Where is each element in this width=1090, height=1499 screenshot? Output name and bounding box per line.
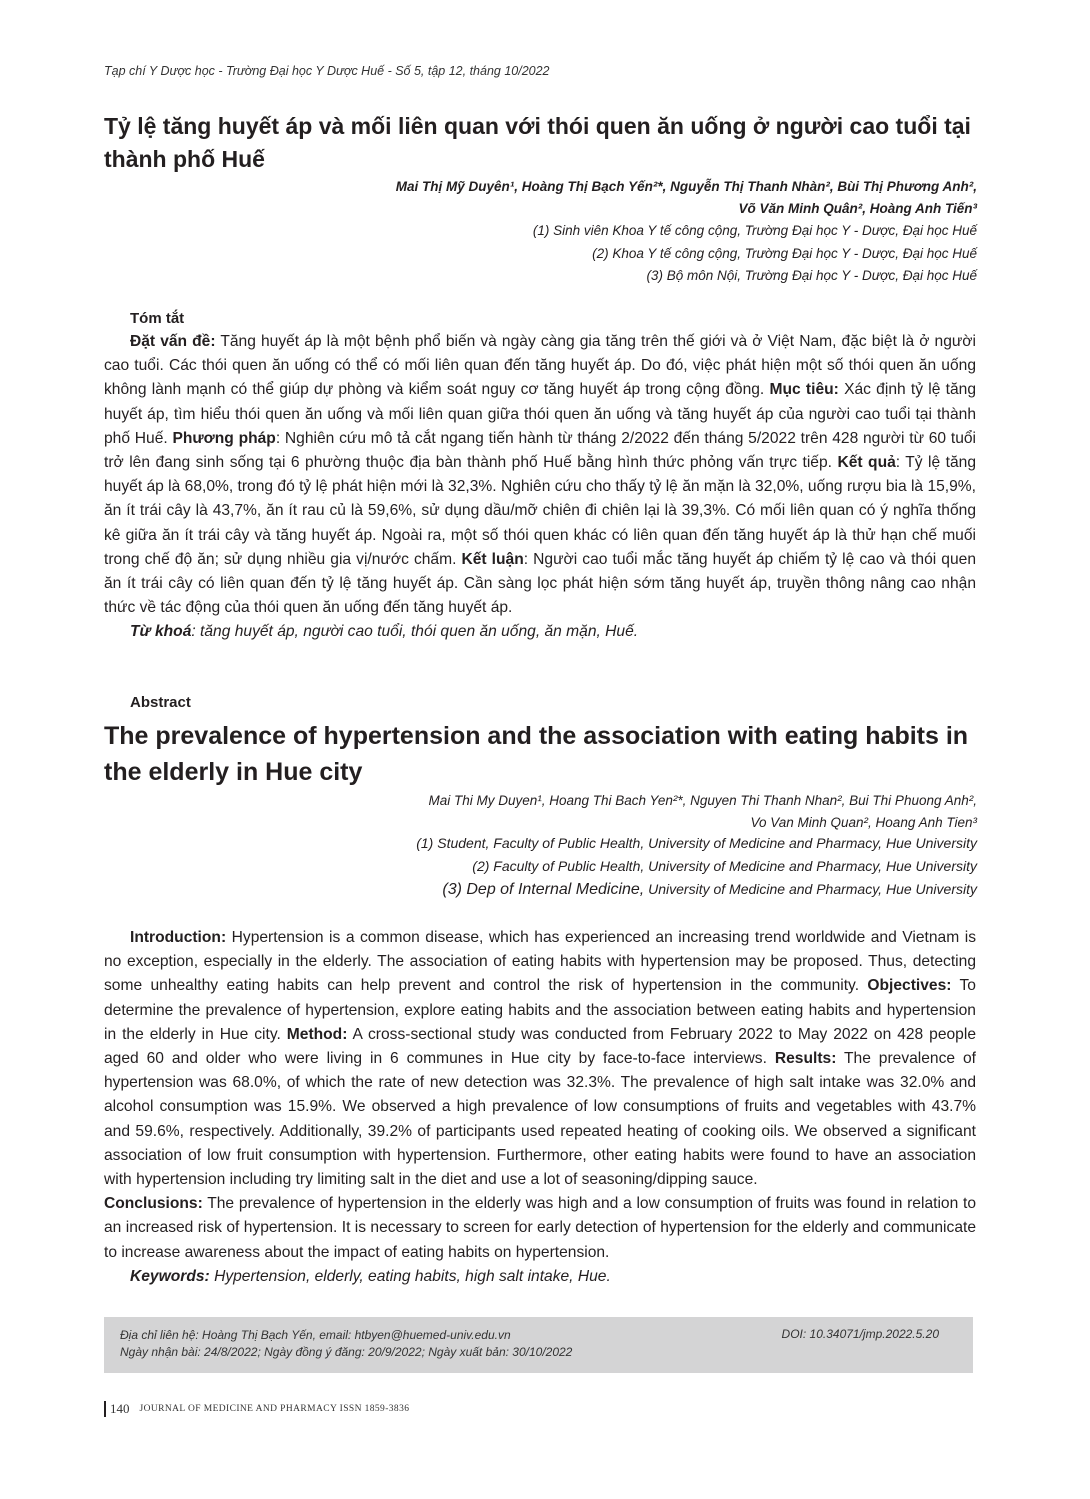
text-method: : Nghiên cứu mô tả cắt ngang tiến hành từ tháng 2/2022 đến tháng 5/2022 trên 428 người từ 60 tuổi trở lên đang sinh sống tại 6 phường thuộc địa bàn thành phố Huế bằng hình thức phỏng vấn trực tiếp. (104, 429, 976, 472)
footer-rule (104, 1401, 106, 1417)
text-conclusion: : Người cao tuổi mắc tăng huyết áp chiếm tỷ lệ cao và thói quen ăn ít trái cây có liên quan đến tỷ lệ tăng huyết áp. Cần sàng lọc phát hiện sớm tăng huyết áp, truyền thông nâng cao nhận thức về tác động của thói quen ăn uống đến tăng huyết áp. (104, 550, 976, 617)
affiliation: (1) Student, Faculty of Public Health, University of Medicine and Pharmacy, Hue University (416, 835, 977, 851)
contact-info (120, 1327, 572, 1361)
affiliation: (2) Khoa Y tế công cộng, Trường Đại học Y - Dược, Đại học Huế (592, 245, 977, 261)
english-authors (428, 790, 977, 834)
label-keywords: Từ khoá (130, 623, 192, 641)
page-footer (104, 1401, 409, 1417)
label-method: Method: (286, 1025, 348, 1043)
text-keywords: : tăng huyết áp, người cao tuổi, thói quen ăn uống, ăn mặn, Huế. (191, 623, 639, 641)
authors-line: Vo Van Minh Quan², Hoang Anh Tien³ (750, 815, 977, 830)
journal-header: Tạp chí Y Dược học - Trường Đại học Y Dược Huế - Số 5, tập 12, tháng 10/2022 (104, 64, 550, 78)
text-keywords: Hypertension, elderly, eating habits, high salt intake, Hue. (209, 1267, 611, 1285)
affiliation: (2) Faculty of Public Health, University of Medicine and Pharmacy, Hue University (472, 858, 977, 874)
text-objectives: Xác định tỷ lệ tăng huyết áp, tìm hiểu thói quen ăn uống và mối liên quan giữa thói quen ăn uống và tăng huyết áp của người cao tuổi tại thành phố Huế. (104, 381, 976, 447)
footer-journal-name: JOURNAL OF MEDICINE AND PHARMACY ISSN 1859-3836 (139, 1404, 410, 1414)
label-keywords: Keywords: (130, 1267, 210, 1285)
vietnamese-abstract (104, 330, 976, 645)
label-introduction: Introduction: (130, 929, 227, 946)
authors-line: Võ Văn Minh Quân², Hoàng Anh Tiến³ (738, 201, 977, 216)
text-method: A cross-sectional study was conducted from February 2022 to May 2022 on 428 people aged 60 and older who were living in 6 communes in Hue city by face-to-face interviews. (104, 1025, 976, 1068)
affiliation: (3) Bộ môn Nội, Trường Đại học Y - Dược, Đại học Huế (646, 268, 977, 283)
text-background: Tăng huyết áp là một bệnh phổ biến và ngày càng gia tăng trên thế giới và ở Việt Nam, đặc biệt là ở người cao tuổi. Các thói quen ăn uống có thể có mối liên quan đến tăng huyết áp. Do đó, việc phát hiện một số thói quen ăn uống không lành mạnh có thể giúp dự phòng và kiểm soát nguy cơ tăng huyết áp trong cộng đồng. (104, 333, 976, 399)
contact-line: Địa chỉ liên hệ: Hoàng Thị Bạch Yến, email: htbyen@huemed-univ.edu.vn (120, 1328, 511, 1342)
vietnamese-affiliations (533, 220, 977, 288)
text-conclusions: The prevalence of hypertension in the elderly was high and a low consumption of fruits was found in relation to an increased risk of hypertension. It is necessary to screen for early detection of hypertension for the elderly and communicate to increase awareness about the impact of eating habits on hypertension. (104, 1195, 976, 1261)
authors-line: Mai Thị Mỹ Duyên¹, Hoàng Thị Bạch Yến²*, Nguyễn Thị Thanh Nhàn², Bùi Thị Phương Anh², (395, 179, 977, 194)
english-affiliations (416, 832, 977, 901)
label-results: Kết quả (837, 454, 896, 472)
label-objectives: Objectives: (867, 977, 952, 995)
authors-line: Mai Thi My Duyen¹, Hoang Thi Bach Yen²*, Nguyen Thi Thanh Nhan², Bui Thi Phuong Anh², (428, 793, 977, 808)
affiliation-part: University of Medicine and Pharmacy, Hue University (644, 881, 977, 897)
contact-box (104, 1317, 973, 1373)
summary-heading: Tóm tắt (130, 310, 185, 327)
vietnamese-authors (396, 176, 977, 220)
text-results: The prevalence of hypertension was 68.0%, of which the rate of new detection was 32.3%. The prevalence of high salt intake was 32.0% and alcohol consumption was 15.9%. We observed a high prevalence of low consumptions of fruits and vegetables with 43.7% and 59.6%, respectively. Additionally, 39.2% of participants used repeated heating of cooking oils. We observed a significant association of low fruit consumption with hypertension. Furthermore, other eating habits were found to have an association with hypertension including try limiting salt in the diet and use a lot of seasoning/dipping sauce. (104, 1050, 976, 1189)
english-title: The prevalence of hypertension and the association with eating habits in the elderly in Hue city (104, 722, 969, 786)
label-results: Results: (774, 1050, 837, 1068)
affiliation-part: (3) Dep of Internal Medicine, (442, 881, 645, 898)
label-objectives: Mục tiêu: (769, 381, 839, 399)
affiliation: (1) Sinh viên Khoa Y tế công cộng, Trường Đại học Y - Dược, Đại học Huế (532, 223, 977, 238)
affiliation (416, 878, 977, 901)
text-objectives: To determine the prevalence of hypertension, explore eating habits and the association between eating habits and hypertension in the elderly in Hue city. (104, 977, 976, 1043)
abstract-heading: Abstract (130, 694, 191, 711)
english-abstract (104, 926, 976, 1289)
page-number: 140 (110, 1401, 130, 1416)
doi: DOI: 10.34071/jmp.2022.5.20 (781, 1327, 939, 1341)
dates-line: Ngày nhận bài: 24/8/2022; Ngày đồng ý đăng: 20/9/2022; Ngày xuất bản: 30/10/2022 (120, 1345, 573, 1359)
text-results: : Tỷ lệ tăng huyết áp là 68,0%, trong đó tỷ lệ phát hiện mới là 32,3%. Nghiên cứu cho thấy tỷ lệ ăn mặn là 32,0%, uống rượu bia là 15,9%, ăn ít trái cây là 43,7%, ăn ít rau củ là 59,6%, sử dụng dầu/mỡ chiên đi chiên lại là 39,3%. Có mối liên quan có ý nghĩa thống kê giữa ăn ít trái cây và tăng huyết áp. Ngoài ra, một số thói quen khác có liên quan đến tăng huyết áp là thử hạn chế muối trong chế độ ăn; sử dụng nhiều gia vị/nước chấm. (104, 454, 977, 568)
label-conclusion: Kết luận (461, 550, 524, 568)
vietnamese-title: Tỷ lệ tăng huyết áp và mối liên quan với thói quen ăn uống ở người cao tuổi tại thành phố Huế (104, 113, 971, 172)
label-method: Phương pháp (172, 429, 276, 447)
label-conclusions: Conclusions: (104, 1195, 203, 1213)
label-background: Đặt vấn đề: (130, 333, 216, 350)
text-introduction: Hypertension is a common disease, which has experienced an increasing trend worldwide and Vietnam is no exception, especially in the elderly. The association of eating habits with hypertension may be proposed. Thus, detecting some unhealthy eating habits can help prevent and control the risk of hypertension in the community. (104, 929, 976, 995)
